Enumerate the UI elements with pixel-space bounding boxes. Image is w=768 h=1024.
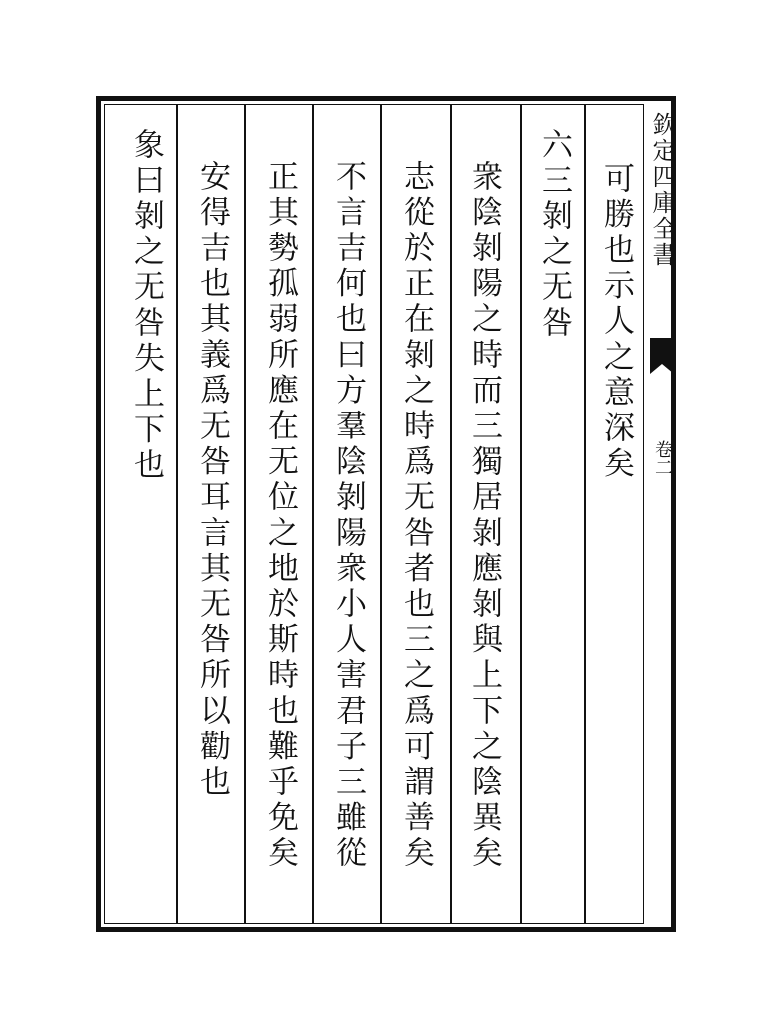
- column-divider: [450, 104, 452, 924]
- column-divider: [584, 104, 586, 924]
- book-title: 欽定四庫全書: [648, 112, 676, 268]
- text-column: 衆陰剝陽之時而三獨居剝應剝與上下之陰異矣: [466, 160, 502, 872]
- text-column: 安得吉也其義爲无咎耳言其无咎所以勸也: [194, 160, 230, 801]
- column-divider: [380, 104, 382, 924]
- text-column: 不言吉何也曰方羣陰剝陽衆小人害君子三雖從: [330, 160, 366, 872]
- text-column: 志從於正在剝之時爲无咎者也三之爲可謂善矣: [398, 160, 434, 872]
- text-column: 可勝也示人之意深矣: [598, 162, 634, 483]
- text-column: 正其勢孤弱所應在无位之地於斯時也難乎免矣: [262, 160, 298, 872]
- column-divider: [520, 104, 522, 924]
- text-column: 象曰剝之无咎失上下也: [128, 128, 164, 484]
- volume-label: 卷二: [652, 440, 673, 476]
- column-divider: [312, 104, 314, 924]
- text-column: 六三剝之无咎: [536, 128, 572, 342]
- column-divider: [176, 104, 178, 924]
- column-divider: [244, 104, 246, 924]
- fish-tail-mark: [650, 338, 674, 364]
